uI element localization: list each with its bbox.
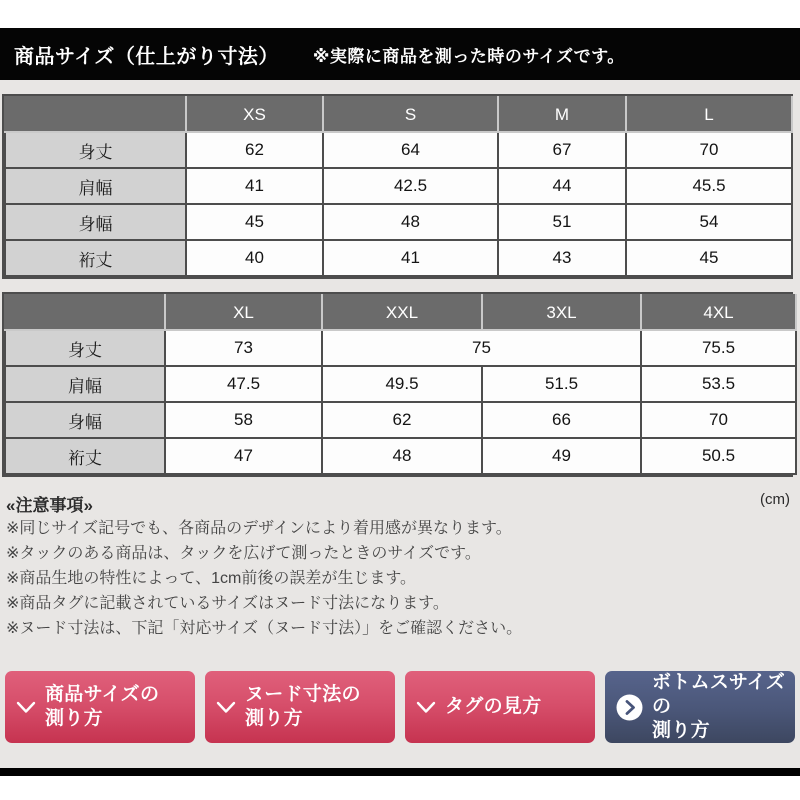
chevron-down-icon: [416, 701, 436, 714]
table-row: [5, 168, 792, 204]
measurement-value-cell: 64: [323, 132, 498, 168]
table-row: [5, 402, 796, 438]
measurement-value-cell: 58: [165, 402, 322, 438]
button-label: ボトムスサイズの 測り方: [652, 672, 786, 741]
note-line: ※ヌード寸法は、下記「対応サイズ（ヌード寸法）」をご確認ください。: [6, 620, 523, 637]
notes-lines: [6, 516, 792, 641]
page-title-note: ※実際に商品を測った時のサイズです。: [312, 46, 625, 66]
table-row: [5, 438, 796, 474]
measurement-value-cell: 43: [498, 240, 626, 276]
measurement-value-cell: 75.5: [641, 330, 796, 366]
nude-size-how-to-measure-button[interactable]: [205, 671, 395, 743]
chevron-right-circle-icon: [616, 694, 643, 721]
measurement-value-cell: 42.5: [323, 168, 498, 204]
measurement-value-cell: 45: [626, 240, 792, 276]
chevron-down-icon: [216, 701, 236, 714]
measurement-value-cell: 75: [322, 330, 641, 366]
measurement-value-cell: 44: [498, 168, 626, 204]
measurement-value-cell: 53.5: [641, 366, 796, 402]
table-row: [5, 240, 792, 276]
note-line: ※タックのある商品は、タックを広げて測ったときのサイズです。: [6, 545, 481, 562]
measurement-value-cell: 41: [323, 240, 498, 276]
size-column-header: 3XL: [482, 295, 641, 330]
table-corner-cell: [5, 295, 165, 330]
content-area: [0, 80, 800, 768]
measurement-value-cell: 49.5: [322, 366, 482, 402]
measurement-row-label: 肩幅: [5, 366, 165, 402]
measurement-value-cell: 66: [482, 402, 641, 438]
button-label: ヌード寸法の 測り方: [245, 684, 361, 729]
button-label: 商品サイズの 測り方: [45, 684, 160, 729]
measurement-value-cell: 62: [186, 132, 323, 168]
top-margin: [0, 0, 800, 28]
measurement-value-cell: 47.5: [165, 366, 322, 402]
size-column-header: 4XL: [641, 295, 796, 330]
measurement-value-cell: 45.5: [626, 168, 792, 204]
note-line: ※商品生地の特性によって、1cm前後の誤差が生じます。: [6, 570, 417, 587]
size-table-xs-l: [4, 96, 793, 277]
measurement-row-label: 身幅: [5, 204, 186, 240]
measurement-value-cell: 70: [641, 402, 796, 438]
button-label: タグの見方: [445, 696, 542, 717]
size-column-header: XL: [165, 295, 322, 330]
size-column-header: M: [498, 97, 626, 132]
measurement-value-cell: 70: [626, 132, 792, 168]
measurement-value-cell: 45: [186, 204, 323, 240]
table-corner-cell: [5, 97, 186, 132]
measurement-row-label: 身幅: [5, 402, 165, 438]
bottom-divider-bar: [0, 768, 800, 776]
measurement-row-label: 身丈: [5, 330, 165, 366]
measurement-value-cell: 51: [498, 204, 626, 240]
measurement-value-cell: 54: [626, 204, 792, 240]
measurement-value-cell: 67: [498, 132, 626, 168]
measurement-value-cell: 73: [165, 330, 322, 366]
measurement-value-cell: 62: [322, 402, 482, 438]
chevron-down-icon: [16, 701, 36, 714]
measurement-value-cell: 48: [323, 204, 498, 240]
size-column-header: L: [626, 97, 792, 132]
measurement-value-cell: 51.5: [482, 366, 641, 402]
product-size-how-to-measure-button[interactable]: [5, 671, 195, 743]
notes-heading: «注意事項»: [6, 496, 93, 515]
measurement-value-cell: 41: [186, 168, 323, 204]
measurement-value-cell: 50.5: [641, 438, 796, 474]
bottom-margin: [0, 776, 800, 800]
page-title: 商品サイズ（仕上がり寸法）: [14, 45, 279, 68]
unit-label: (cm): [760, 491, 790, 508]
button-row: [0, 671, 800, 743]
size-column-header: S: [323, 97, 498, 132]
size-column-header: XS: [186, 97, 323, 132]
table-row: [5, 330, 796, 366]
table-row: [5, 204, 792, 240]
measurement-row-label: 裄丈: [5, 438, 165, 474]
measurement-row-label: 身丈: [5, 132, 186, 168]
measurement-value-cell: 47: [165, 438, 322, 474]
table-row: [5, 366, 796, 402]
note-line: ※商品タグに記載されているサイズはヌード寸法になります。: [6, 595, 449, 612]
tag-guide-button[interactable]: [405, 671, 595, 743]
measurement-value-cell: 48: [322, 438, 482, 474]
table-row: [5, 132, 792, 168]
notes-section: [0, 477, 800, 641]
measurement-row-label: 肩幅: [5, 168, 186, 204]
measurement-row-label: 裄丈: [5, 240, 186, 276]
size-table-xl-4xl: [4, 294, 797, 475]
measurement-value-cell: 40: [186, 240, 323, 276]
measurement-value-cell: 49: [482, 438, 641, 474]
note-line: ※同じサイズ記号でも、各商品のデザインにより着用感が異なります。: [6, 520, 512, 537]
size-table-large-wrapper: [2, 292, 793, 477]
size-column-header: XXL: [322, 295, 482, 330]
size-table-small-wrapper: [2, 94, 793, 279]
title-bar: [0, 28, 800, 80]
bottoms-size-how-to-measure-button[interactable]: [605, 671, 795, 743]
